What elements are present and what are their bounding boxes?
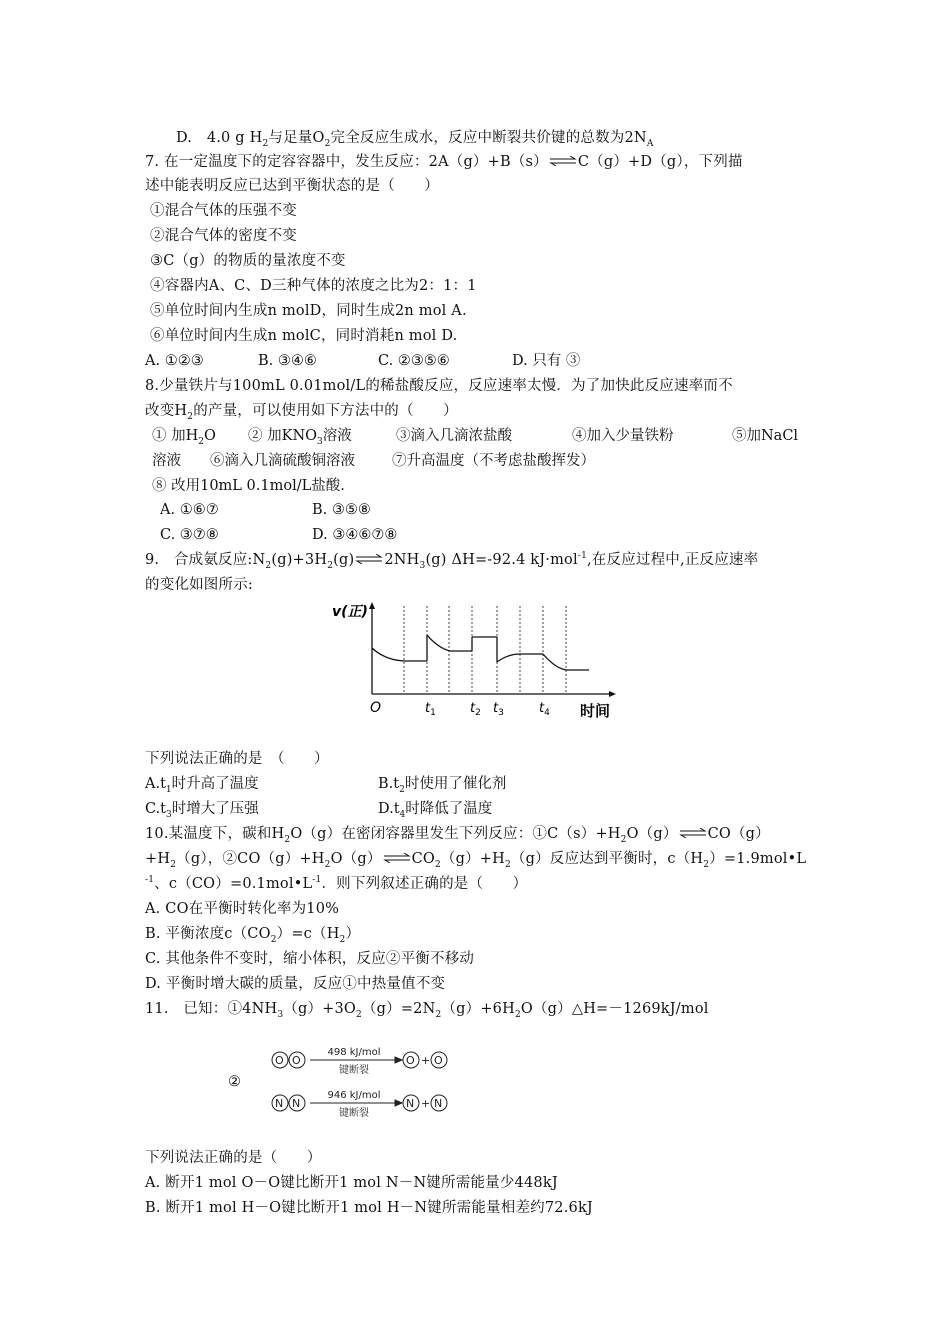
diagram-plus: + (421, 1097, 431, 1110)
q10-stem-line1: 10.某温度下，碳和$H_2O(g)$在密闭容器里发生下列反应：$①C(s)+H_2O(g)$ CO（g） (145, 826, 770, 845)
q7-option-c: C. ②③⑤⑥ (378, 353, 450, 369)
diagram-note-nn: 键断裂 (339, 1108, 369, 1119)
q8-method-7: ⑦升高温度（不考虑盐酸挥发） (392, 453, 595, 469)
q9-stem-line2: 的变化如图所示: (145, 577, 253, 593)
q7-item-2: ②混合气体的密度不变 (150, 228, 297, 244)
diagram-atom-n: N (292, 1097, 301, 1110)
q9-option-a: $A.t_1$时升高了温度 (145, 776, 259, 795)
q10-option-b: B. 平衡浓度$c(CO_2)=c(H_2)$ (145, 926, 361, 945)
q8-method-5: ⑤加NaCl (732, 428, 799, 444)
q9-option-b: $B.t_2$时使用了催化剂 (378, 776, 507, 795)
diagram-atom-o: O (292, 1054, 301, 1067)
q9-option-d: $D.t_4$时降低了温度 (378, 801, 493, 820)
q7-option-a: A. ①②③ (145, 353, 204, 369)
equilibrium-arrow-icon (382, 849, 412, 869)
q7-stem-line1: 7. 在一定温度下的定容容器中，发生反应：2A（g）+B（s） C（g）+D（g），下列描 (145, 154, 743, 170)
q11-option-b: B. 断开1 mol H－O键比断开1 mol H－N键所需能量相差约72.6kJ (145, 1200, 593, 1216)
q7-item-5: ⑤单位时间内生成n molD，同时生成2n mol A. (150, 303, 467, 319)
diagram-plus: + (421, 1054, 431, 1067)
diagram-atom-o: O (406, 1054, 415, 1067)
graph-ylabel: v(正) (332, 604, 368, 620)
q11-ask: 下列说法正确的是（ ） (145, 1150, 322, 1166)
q11-label-2: ② (228, 1074, 241, 1090)
q11-option-a: A. 断开1 mol O－O键比断开1 mol N－N键所需能量少448kJ (145, 1175, 558, 1191)
q7-option-d: D. 只有 ③ (512, 353, 581, 369)
graph-tick-t2: $t_2$ (470, 701, 481, 718)
q10-stem-line2: $+H_2(g)$，$②CO(g)+H_2O(g)$ $CO_2(g)+H_2(g)$反应达到平衡时，$c(H_2)=1.9mol•L$ (145, 851, 807, 870)
diagram-atom-n: N (434, 1097, 443, 1110)
q10-option-c: C. 其他条件不变时，缩小体积，反应②平衡不移动 (145, 951, 475, 967)
graph-xlabel: 时间 (580, 702, 611, 720)
diagram-atom-n: N (275, 1097, 284, 1110)
q8-option-c: C. ③⑦⑧ (160, 527, 219, 543)
q8-option-a: A. ①⑥⑦ (160, 502, 219, 518)
diagram-energy-nn: 946 kJ/mol (327, 1090, 381, 1101)
q7-option-b: B. ③④⑥ (258, 353, 317, 369)
q8-method-2: ② 加$KNO_3$溶液 (248, 428, 352, 447)
q8-method-1: ① 加$H_2O$ (152, 428, 216, 447)
q10-stem-line3: $^{-1}$、$c(CO)=0.1mol•L^{-1}$．则下列叙述正确的是（ ） (145, 875, 528, 892)
bond-breaking-diagram (270, 1040, 470, 1120)
diagram-energy-oo: 498 kJ/mol (327, 1047, 381, 1058)
q7-item-6: ⑥单位时间内生成n molC，同时消耗n mol D. (150, 328, 458, 344)
graph-tick-t4: $t_4$ (539, 701, 550, 718)
q8-method-3: ③滴入几滴浓盐酸 (396, 428, 512, 444)
q10-option-d: D. 平衡时增大碳的质量，反应①中热量值不变 (145, 976, 446, 992)
q8-stem-line1: 8.少量铁片与100mL 0.01mol/L的稀盐酸反应，反应速率太慢．为了加快此反应速率而不 (145, 378, 733, 394)
equilibrium-arrow-icon (354, 550, 384, 570)
graph-origin: O (370, 700, 382, 716)
equilibrium-arrow-icon (548, 152, 578, 172)
diagram-atom-o: O (275, 1054, 284, 1067)
q6-option-d: D. 4.0 g $H_2$与足量$O_2$完全反应生成水，反应中断裂共价键的总数为$2N_A$ (176, 130, 654, 149)
graph-tick-t3: $t_3$ (493, 701, 504, 718)
q7-item-1: ①混合气体的压强不变 (150, 203, 297, 219)
q7-stem-line2: 述中能表明反应已达到平衡状态的是（ ） (145, 178, 439, 194)
q8-stem-line2: 改变$H_2$的产量，可以使用如下方法中的（ ） (145, 403, 458, 422)
q8-method-5-cont: 溶液 (152, 453, 181, 469)
q7-item-4: ④容器内A、C、D三种气体的浓度之比为2：1：1 (150, 278, 477, 294)
rate-time-graph (330, 598, 620, 728)
diagram-atom-n: N (406, 1097, 415, 1110)
q9-option-c: $C.t_3$时增大了压强 (145, 801, 259, 820)
graph-tick-t1: $t_1$ (425, 701, 436, 718)
q11-stem: 11. 已知：$①4NH_3(g)+3O_2(g)=2N_2(g)+6H_2O(g)\triangle H=-1269kJ$/mol (145, 1001, 709, 1020)
q8-method-4: ④加入少量铁粉 (572, 428, 674, 444)
equilibrium-arrow-icon (678, 824, 708, 844)
q8-method-8: ⑧ 改用10mL 0.1mol/L盐酸. (152, 478, 345, 494)
diagram-note-oo: 键断裂 (339, 1065, 369, 1076)
q7-item-3: ③C（g）的物质的量浓度不变 (150, 253, 346, 269)
q9-stem-line1: 9. 合成氨反应$:N_2(g)+3H_2(g)$ $2NH_3(g)$ ΔH=-92.4 kJ·mol$^{-1}$,在反应过程中,正反应速率 (145, 551, 759, 571)
q8-option-b: B. ③⑤⑧ (312, 502, 371, 518)
q8-method-6: ⑥滴入几滴硫酸铜溶液 (210, 453, 355, 469)
q9-ask: 下列说法正确的是 （ ） (145, 751, 329, 767)
q8-option-d: D. ③④⑥⑦⑧ (312, 527, 398, 543)
q10-option-a: A. CO在平衡时转化率为10% (145, 901, 340, 917)
diagram-atom-o: O (434, 1054, 443, 1067)
